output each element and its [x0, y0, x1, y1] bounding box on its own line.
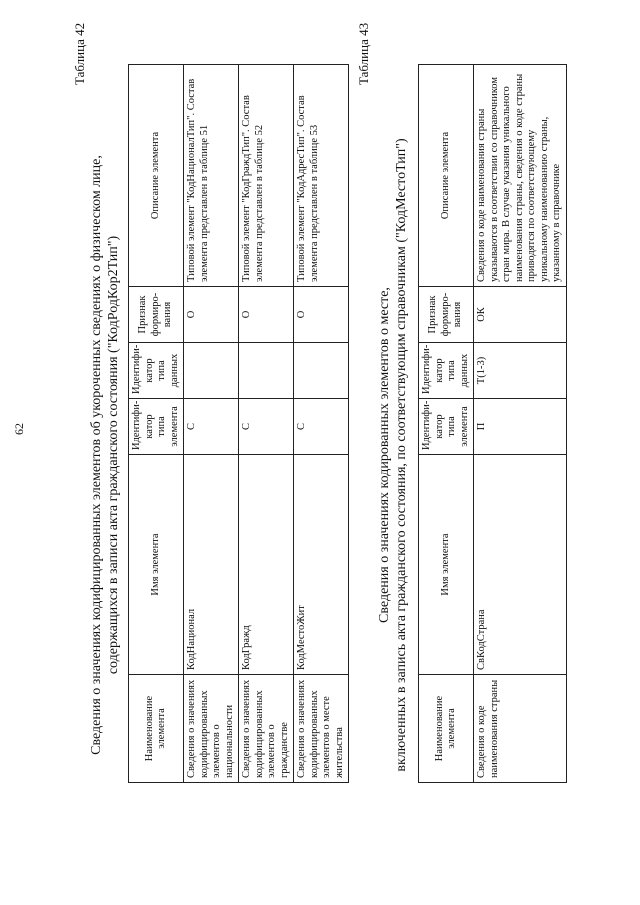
- table-42-caption: [88, 95, 122, 815]
- cell: Типовой элемент "КодАдресТип". Состав элемента представлен в таблице 53: [294, 65, 349, 287]
- table-42: [128, 64, 349, 783]
- table-42-header-row: [129, 65, 184, 783]
- cell: [239, 343, 294, 399]
- table-row: [239, 65, 294, 783]
- cell: Сведения о значениях кодифицированных элементов о национальности: [184, 675, 239, 783]
- cell: T(1-3): [474, 343, 567, 399]
- header-element-type: Идентифи-катор типа элемента: [419, 399, 474, 455]
- header-name: Наименование элемента: [129, 675, 184, 783]
- table-42-caption-line1: Сведения о значениях кодифицированных элементов об укороченных сведениях о физическом лице,: [89, 155, 104, 755]
- cell: Типовой элемент "КодНационалТип". Состав элемента представлен в таблице 51: [184, 65, 239, 287]
- page-number: 62: [12, 423, 26, 435]
- cell: СвКодСтрана: [474, 455, 567, 675]
- cell: Сведения о значениях кодифицированных элементов о месте жительства: [294, 675, 349, 783]
- table-43-caption: [376, 95, 410, 815]
- header-formation: Признак формиро-вания: [129, 287, 184, 343]
- cell: О: [294, 287, 349, 343]
- header-description: Описание элемента: [419, 65, 474, 287]
- table-42-label: Таблица 42: [72, 22, 87, 85]
- cell: [184, 343, 239, 399]
- header-element-name: Имя элемента: [419, 455, 474, 675]
- cell: П: [474, 399, 567, 455]
- cell: Типовой элемент "КодГраждТип". Состав элемента представлен в таблице 52: [239, 65, 294, 287]
- table-43: [418, 64, 567, 783]
- cell: С: [184, 399, 239, 455]
- cell: КодМестоЖит: [294, 455, 349, 675]
- table-42-caption-line2: содержащихся в записи акта гражданского состояния ("КодРодКор2Тип"): [106, 235, 121, 675]
- cell: О: [239, 287, 294, 343]
- header-element-type: Идентифи-катор типа элемента: [129, 399, 184, 455]
- cell: С: [294, 399, 349, 455]
- table-row: [184, 65, 239, 783]
- header-data-type: Идентифи-катор типа данных: [419, 343, 474, 399]
- cell: КодГражд: [239, 455, 294, 675]
- header-data-type: Идентифи-катор типа данных: [129, 343, 184, 399]
- cell: [294, 343, 349, 399]
- table-43-caption-line1: Сведения о значениях кодированных элементов о месте,: [377, 287, 392, 623]
- cell: Сведения о коде наименования страны: [474, 675, 567, 783]
- header-name: Наименование элемента: [419, 675, 474, 783]
- header-element-name: Имя элемента: [129, 455, 184, 675]
- cell: С: [239, 399, 294, 455]
- header-formation: Признак формиро-вания: [419, 287, 474, 343]
- cell: КодНационал: [184, 455, 239, 675]
- cell: Сведения о значениях кодифицированных элементов о гражданстве: [239, 675, 294, 783]
- header-description: Описание элемента: [129, 65, 184, 287]
- cell: О: [184, 287, 239, 343]
- table-43-label: Таблица 43: [356, 22, 371, 85]
- table-row: [474, 65, 567, 783]
- cell: Сведения о коде наименования страны указываются в соответствии со справочником стран мира. В случае указания уникального наименования страны, сведения о коде страны приводятся по соответствующему уникальному наименованию страны, указанному в справочнике: [474, 65, 567, 287]
- table-43-header-row: [419, 65, 474, 783]
- table-row: [294, 65, 349, 783]
- table-43-caption-line2: включенных в запись акта гражданского состояния, по соответствующим справочникам ("КодМестоТип"): [394, 138, 409, 772]
- cell: ОК: [474, 287, 567, 343]
